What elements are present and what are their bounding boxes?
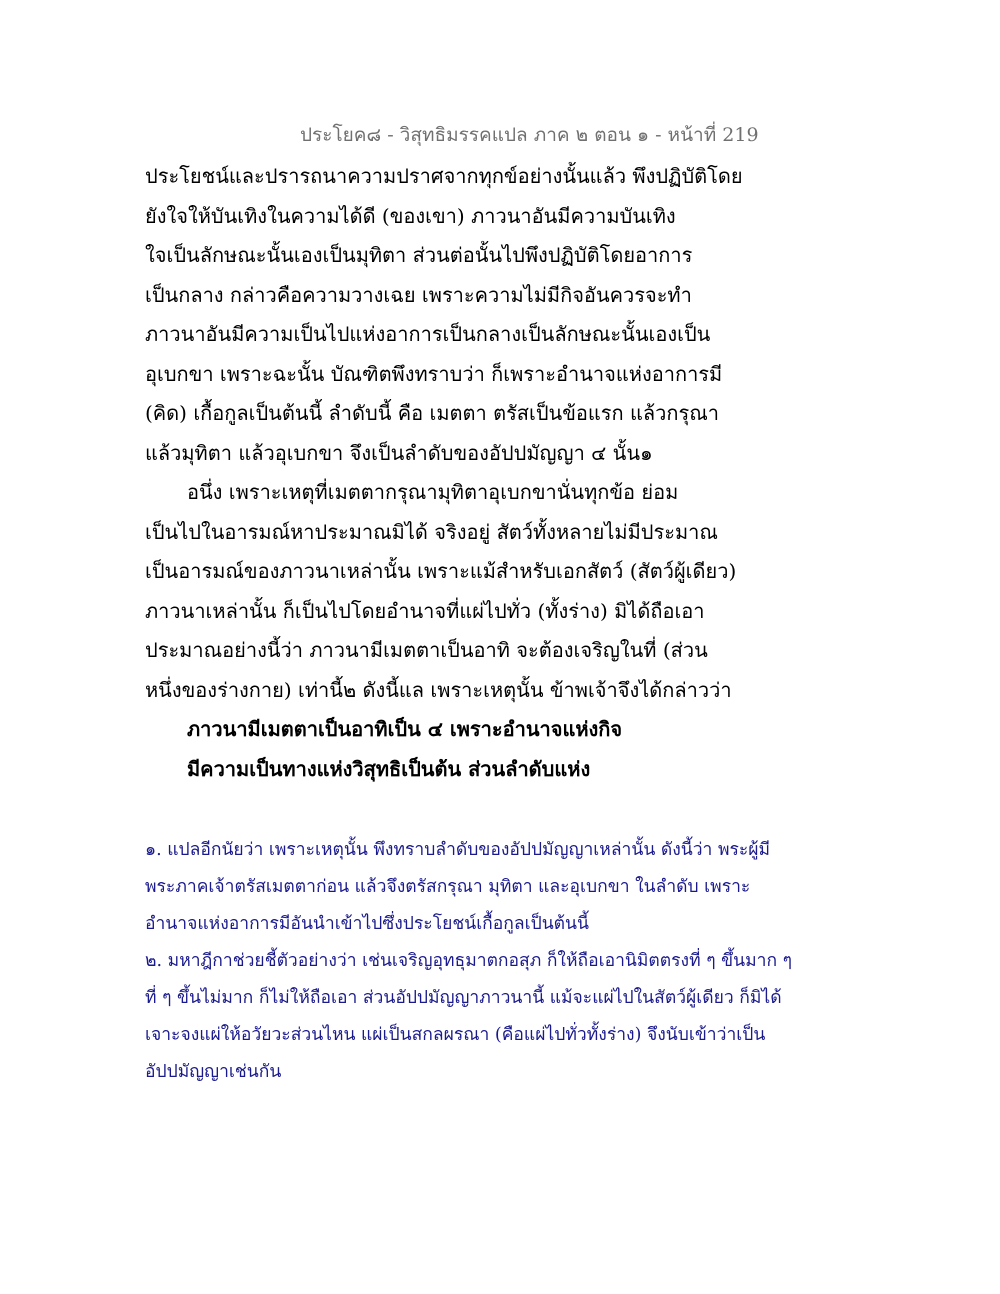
body-line: ภาวนาอันมีความเป็นไปแห่งอาการเป็นกลางเป็นลักษณะนั้นเองเป็น <box>145 322 711 346</box>
body-text <box>145 157 915 789</box>
body-line: (คิด) เกื้อกูลเป็นต้นนี้ ลำดับนี้ คือ เมตตา ตรัสเป็นข้อแรก แล้วกรุณา <box>145 401 720 425</box>
quoted-verse-line: ภาวนามีเมตตาเป็นอาทิเป็น ๔ เพราะอำนาจแห่งกิจ <box>187 717 623 741</box>
body-line: ประมาณอย่างนี้ว่า ภาวนามีเมตตาเป็นอาทิ จะต้องเจริญในที่ (ส่วน <box>145 638 708 662</box>
footnote-line: ๒. มหาฎีกาช่วยชี้ตัวอย่างว่า เช่นเจริญอุทธุมาตกอสุภ ก็ให้ถือเอานิมิตตรงที่ ๆ ขึ้นมาก ๆ <box>145 951 792 971</box>
body-line: อุเบกขา เพราะฉะนั้น บัณฑิตพึงทราบว่า ก็เพราะอำนาจแห่งอาการมี <box>145 361 723 386</box>
body-line: ยังใจให้บันเทิงในความได้ดี (ของเขา) ภาวนาอันมีความบันเทิง <box>145 203 676 228</box>
body-line: ประโยชน์และปรารถนาความปราศจากทุกข์อย่างนั้นแล้ว พึงปฏิบัติโดย <box>145 164 743 188</box>
quoted-verse-line: มีความเป็นทางแห่งวิสุทธิเป็นต้น ส่วนลำดับแห่ง <box>187 756 591 781</box>
footnote-line: เจาะจงแผ่ให้อวัยวะส่วนไหน แผ่เป็นสกลผรณา (คือแผ่ไปทั่วทั้งร่าง) จึงนับเข้าว่าเป็น <box>145 1025 766 1045</box>
footnote-line: อำนาจแห่งอาการมีอันนำเข้าไปซึ่งประโยชน์เกื้อกูลเป็นต้นนี้ <box>145 914 589 934</box>
body-line: เป็นกลาง กล่าวคือความวางเฉย เพราะความไม่มีกิจอันควรจะทำ <box>145 282 692 307</box>
footnotes <box>145 832 925 1091</box>
body-line: เป็นอารมณ์ของภาวนาเหล่านั้น เพราะแม้สำหรับเอกสัตว์ (สัตว์ผู้เดียว) <box>145 559 737 583</box>
footnote-line: พระภาคเจ้าตรัสเมตตาก่อน แล้วจึงตรัสกรุณา มุทิตา และอุเบกขา ในลำดับ เพราะ <box>145 877 751 897</box>
body-line: ภาวนาเหล่านั้น ก็เป็นไปโดยอำนาจที่แผ่ไปทั่ว (ทั้งร่าง) มิได้ถือเอา <box>145 598 705 623</box>
footnote-line: ที่ ๆ ขึ้นไม่มาก ก็ไม่ให้ถือเอา ส่วนอัปปมัญญาภาวนานี้ แม้จะแผ่ไปในสัตว์ผู้เดียว ก็มิได้ <box>145 988 782 1008</box>
body-line: ใจเป็นลักษณะนั้นเองเป็นมุทิตา ส่วนต่อนั้นไปพึงปฏิบัติโดยอาการ <box>145 243 693 267</box>
footnote-line: ๑. แปลอีกนัยว่า เพราะเหตุนั้น พึงทราบลำดับของอัปปมัญญาเหล่านั้น ดังนี้ว่า พระผู้มี <box>145 840 771 860</box>
body-line: เป็นไปในอารมณ์หาประมาณมิได้ จริงอยู่ สัตว์ทั้งหลายไม่มีประมาณ <box>145 519 718 544</box>
running-head: ประโยค๘ - วิสุทธิมรรคแปล ภาค ๒ ตอน ๑ - หน้าที่ 219 <box>300 124 759 146</box>
footnote-line: อัปปมัญญาเช่นกัน <box>145 1062 282 1082</box>
paragraph-start-line: อนึ่ง เพราะเหตุที่เมตตากรุณามุทิตาอุเบกขานั่นทุกข้อ ย่อม <box>187 480 679 504</box>
body-line: แล้วมุทิตา แล้วอุเบกขา จึงเป็นลำดับของอัปปมัญญา ๔ นั้น๑ <box>145 440 653 465</box>
body-line: หนึ่งของร่างกาย) เท่านี้๒ ดังนี้แล เพราะเหตุนั้น ข้าพเจ้าจึงได้กล่าวว่า <box>145 677 732 702</box>
